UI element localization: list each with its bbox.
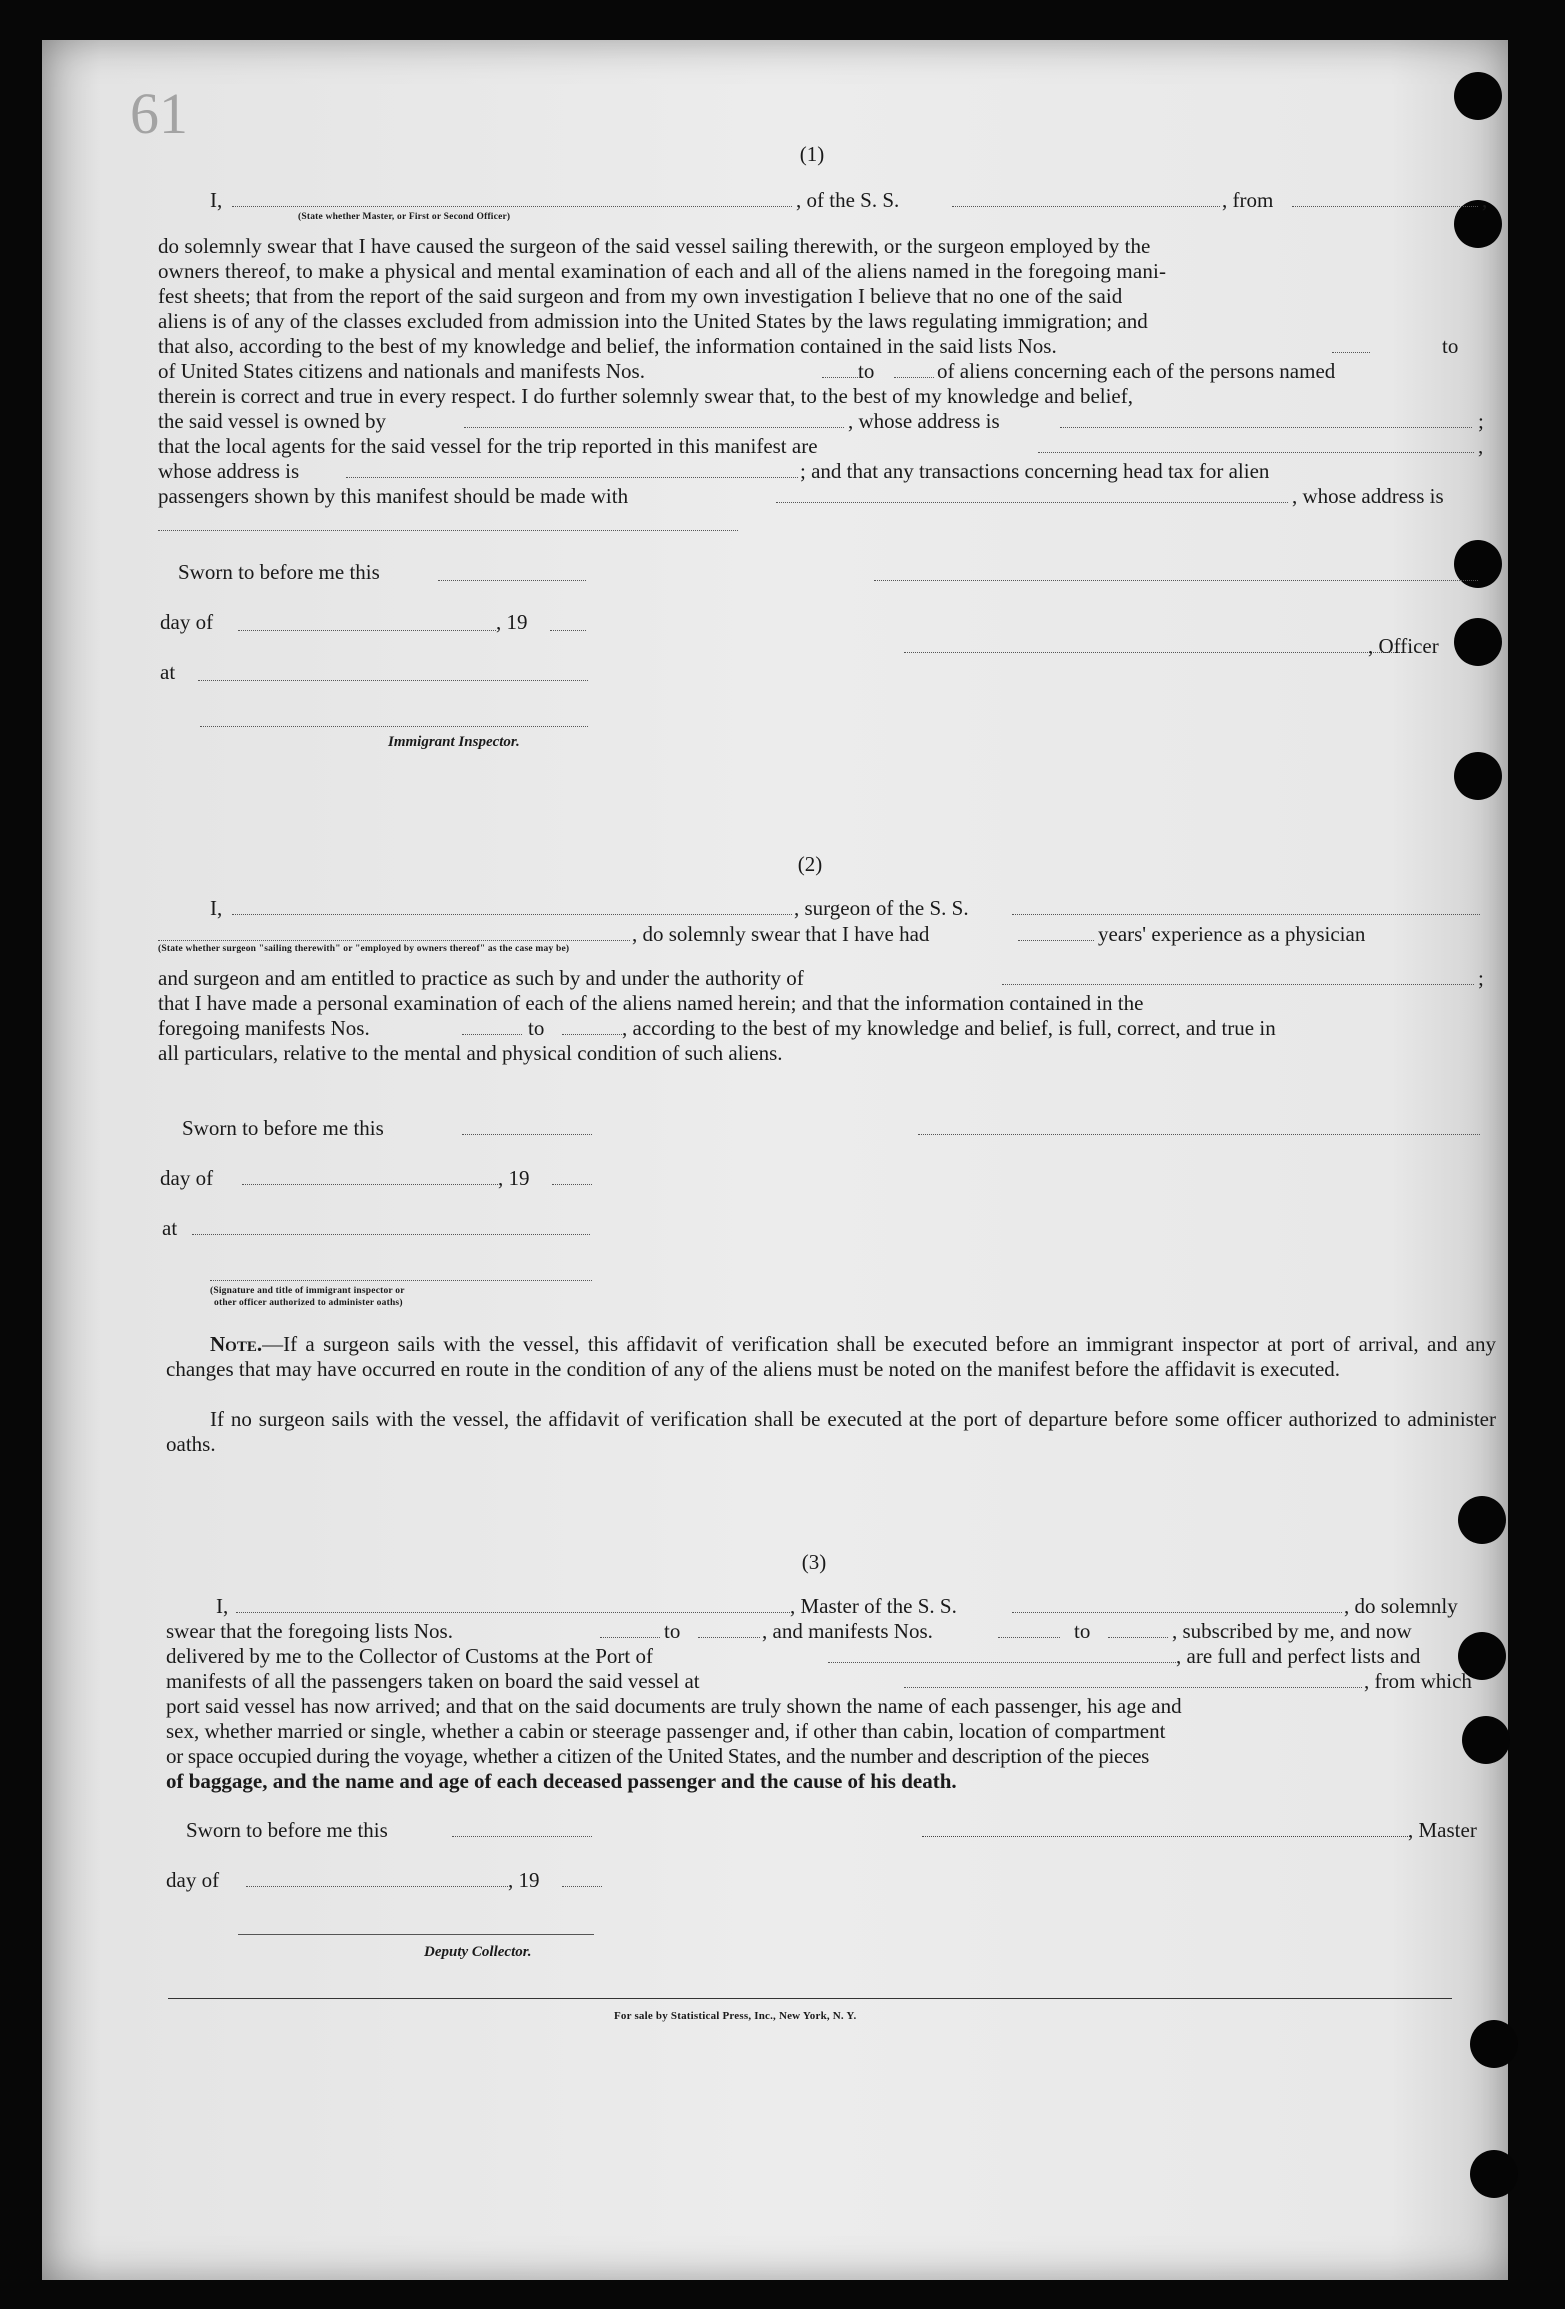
s1-of-ss-label: , of the S. S.: [796, 188, 900, 212]
s3-line3-b: , are full and perfect lists and: [1176, 1644, 1421, 1668]
s2-body-line: all particulars, relative to the mental and physical condition of such aliens.: [158, 1041, 783, 1065]
s2-sworn-date-field[interactable]: [462, 1134, 592, 1135]
s3-body-line: of baggage, and the name and age of each deceased passenger and the cause of his death.: [166, 1769, 957, 1793]
s1-semicolon: ;: [1478, 409, 1484, 433]
s2-note-2: If no surgeon sails with the vessel, the affidavit of verification shall be executed at the port of departure before some officer authorized to administer oaths.: [166, 1407, 1496, 1456]
s2-note-text: —If a surgeon sails with the vessel, this affidavit of verification shall be executed before an immigrant inspector at port of arrival, and any changes that may have occurred en route in the condition of any of the aliens must be noted on the manifest before the affidavit is executed.: [166, 1332, 1496, 1381]
s2-surgeon-of-label: , surgeon of the S. S.: [794, 896, 969, 920]
corner-page-mark: 61: [130, 81, 188, 146]
s1-inspector-signature-field[interactable]: [200, 726, 588, 727]
s1-at-field[interactable]: [198, 680, 588, 681]
s2-manifests-from-field[interactable]: [462, 1034, 522, 1035]
s2-day-of-label: day of: [160, 1166, 214, 1190]
s1-inspector-label: Immigrant Inspector.: [388, 734, 520, 750]
s2-sworn-label: Sworn to before me this: [182, 1116, 384, 1140]
s3-solemnly-label: , do solemnly: [1344, 1594, 1458, 1618]
s1-transactions-address-field[interactable]: [158, 530, 738, 531]
s3-ship-name-field[interactable]: [1012, 1612, 1342, 1613]
s3-line1-prefix: I,: [216, 1594, 229, 1618]
s1-comma: ,: [1478, 434, 1484, 458]
s1-sworn-date-field[interactable]: [438, 580, 586, 581]
s1-at-label: at: [160, 660, 176, 684]
s3-deputy-signature-field[interactable]: [238, 1934, 594, 1935]
s3-manifests-to-field[interactable]: [1108, 1637, 1168, 1638]
s1-agents-field[interactable]: [1038, 452, 1474, 453]
s2-at-label: at: [162, 1216, 178, 1240]
s2-sig-hint-2: other officer authorized to administer oaths): [214, 1298, 403, 1308]
s3-boarding-port-field[interactable]: [904, 1687, 1362, 1688]
s2-surgeon-hint: (State whether surgeon "sailing therewith" or "employed by owners thereof" as the case may be): [158, 944, 570, 954]
punch-hole: [1462, 1716, 1510, 1764]
s1-aliens-named: of aliens concerning each of the persons named: [937, 359, 1336, 383]
s1-day-of-field[interactable]: [238, 630, 496, 631]
section-3-heading: (3): [801, 1550, 827, 1574]
s1-body-line: fest sheets; that from the report of the said surgeon and from my own investigation I believe that no one of the said: [158, 284, 1123, 308]
s1-year-field[interactable]: [550, 630, 586, 631]
s1-nineteen: , 19: [496, 610, 528, 634]
s3-day-of-label: day of: [166, 1868, 220, 1892]
s1-from-label: , from: [1222, 188, 1274, 212]
s2-body-line: foregoing manifests Nos.: [158, 1016, 370, 1040]
s3-to-label-2: to: [1074, 1619, 1091, 1643]
s1-body-line: owners thereof, to make a physical and mental examination of each and all of the aliens named in the foregoing mani-: [158, 259, 1167, 283]
s3-line2-b: , and manifests Nos.: [762, 1619, 933, 1643]
s1-body-line: that the local agents for the said vessel for the trip reported in this manifest are: [158, 434, 818, 458]
s1-officer-name-field[interactable]: [232, 206, 792, 207]
s2-solemnly-label: , do solemnly swear that I have had: [632, 922, 930, 946]
s2-body-line: , according to the best of my knowledge and belief, is full, correct, and true in: [622, 1016, 1276, 1040]
s2-years-label: years' experience as a physician: [1098, 922, 1366, 946]
s2-semicolon: ;: [1478, 966, 1484, 990]
s2-body-line: and surgeon and am entitled to practice as such by and under the authority of: [158, 966, 804, 990]
s2-ship-name-field[interactable]: [1012, 914, 1480, 915]
s3-nineteen: , 19: [508, 1868, 540, 1892]
section-1-heading: (1): [799, 142, 825, 166]
s1-from-port-field[interactable]: [1292, 206, 1478, 207]
s3-master-name-field[interactable]: [236, 1612, 790, 1613]
footer-divider: [168, 1998, 1452, 1999]
s2-official-signature-field[interactable]: [210, 1280, 592, 1281]
s3-sworn-label: Sworn to before me this: [186, 1818, 388, 1842]
s3-manifests-from-field[interactable]: [998, 1637, 1060, 1638]
punch-hole: [1470, 2020, 1518, 2068]
s1-to-label: to: [1442, 334, 1459, 358]
s2-body-line: that I have made a personal examination of each of the aliens named herein; and that the information contained in the: [158, 991, 1144, 1015]
s2-line1-prefix: I,: [210, 896, 223, 920]
s1-body-line: whose address is: [158, 459, 300, 483]
s1-whose-address-end: , whose address is: [1292, 484, 1444, 508]
s2-signature-field[interactable]: [918, 1134, 1480, 1135]
punch-hole: [1454, 618, 1502, 666]
s2-to-label: to: [528, 1016, 545, 1040]
s2-sig-hint-1: (Signature and title of immigrant inspector or: [210, 1286, 405, 1296]
form-sheet: [42, 40, 1508, 2280]
s2-years-field[interactable]: [1018, 940, 1094, 941]
s1-signature-field[interactable]: [874, 580, 1478, 581]
s3-master-signature-field[interactable]: [922, 1836, 1410, 1837]
s2-day-of-field[interactable]: [242, 1184, 498, 1185]
punch-hole: [1454, 200, 1502, 248]
punch-hole: [1454, 752, 1502, 800]
section-2-heading: (2): [797, 852, 823, 876]
s2-authority-field[interactable]: [1002, 984, 1474, 985]
s3-line2-a: swear that the foregoing lists Nos.: [166, 1619, 453, 1643]
s1-officer-signature-field[interactable]: [904, 652, 1404, 653]
s3-lists-from-field[interactable]: [600, 1637, 660, 1638]
s1-owner-address-field[interactable]: [1060, 427, 1472, 428]
footer-publisher: For sale by Statistical Press, Inc., New York, N. Y.: [614, 2010, 857, 2022]
s1-ship-name-field[interactable]: [952, 206, 1220, 207]
s2-manifests-to-field[interactable]: [562, 1034, 622, 1035]
s2-at-field[interactable]: [192, 1234, 590, 1235]
s1-body-line: aliens is of any of the classes excluded from admission into the United States by the laws regulating immigration; and: [158, 309, 1148, 333]
s3-lists-to-field[interactable]: [698, 1637, 760, 1638]
s3-body-line: or space occupied during the voyage, whether a citizen of the United States, and the number and description of the pieces: [166, 1744, 1150, 1768]
s1-body-line: the said vessel is owned by: [158, 409, 387, 433]
s3-year-field[interactable]: [562, 1886, 602, 1887]
s3-body-line: sex, whether married or single, whether a cabin or steerage passenger and, if other than cabin, location of compartment: [166, 1719, 1166, 1743]
punch-hole: [1470, 2150, 1518, 2198]
s1-line1-prefix: I,: [210, 188, 223, 212]
s3-line2-c: , subscribed by me, and now: [1172, 1619, 1412, 1643]
s3-line4-b: , from which: [1364, 1669, 1472, 1693]
s1-body-line: of United States citizens and nationals and manifests Nos.: [158, 359, 645, 383]
s2-year-field[interactable]: [552, 1184, 592, 1185]
s1-day-of-label: day of: [160, 610, 214, 634]
s1-manifests-to-field[interactable]: [894, 377, 934, 378]
s1-to-label: to: [858, 359, 875, 383]
s1-lists-to-field[interactable]: [822, 377, 862, 378]
s3-day-of-field[interactable]: [246, 1886, 508, 1887]
s3-port-field[interactable]: [828, 1662, 1176, 1663]
s1-officer-hint: (State whether Master, or First or Second Officer): [298, 212, 511, 222]
s1-agents-address-field[interactable]: [346, 477, 798, 478]
s1-officer-label: , Officer: [1368, 634, 1439, 658]
s3-master-label: , Master: [1408, 1818, 1477, 1842]
s1-body-line: therein is correct and true in every respect. I do further solemnly swear that, to the best of my knowledge and belief,: [158, 384, 1133, 408]
s3-line4-a: manifests of all the passengers taken on board the said vessel at: [166, 1669, 700, 1693]
s2-surgeon-type-field[interactable]: [158, 940, 630, 941]
s3-body-line: port said vessel has now arrived; and that on the said documents are truly shown the name of each passenger, his age and: [166, 1694, 1182, 1718]
s2-note-1: [166, 1332, 1496, 1382]
s1-whose-address: , whose address is: [848, 409, 1000, 433]
s3-deputy-label: Deputy Collector.: [424, 1944, 532, 1960]
s3-to-label: to: [664, 1619, 681, 1643]
punch-hole: [1454, 72, 1502, 120]
s1-sworn-label: Sworn to before me this: [178, 560, 380, 584]
s2-surgeon-name-field[interactable]: [232, 914, 792, 915]
s2-note-label: Note.: [210, 1332, 263, 1356]
s3-sworn-date-field[interactable]: [452, 1836, 592, 1837]
s1-owner-field[interactable]: [464, 427, 844, 428]
s1-body-line: that also, according to the best of my knowledge and belief, the information contained in the said lists Nos.: [158, 334, 1057, 358]
s1-body-line: passengers shown by this manifest should be made with: [158, 484, 629, 508]
s1-head-tax: ; and that any transactions concerning head tax for alien: [800, 459, 1270, 483]
s3-master-of-label: , Master of the S. S.: [790, 1594, 957, 1618]
punch-hole: [1458, 1496, 1506, 1544]
s2-nineteen: , 19: [498, 1166, 530, 1190]
s3-line3-a: delivered by me to the Collector of Customs at the Port of: [166, 1644, 653, 1668]
s1-line1-end: ,: [1482, 188, 1488, 212]
s1-lists-from-field[interactable]: [1332, 352, 1370, 353]
s1-transactions-field[interactable]: [776, 502, 1288, 503]
s1-body-line: do solemnly swear that I have caused the surgeon of the said vessel sailing therewith, or the surgeon employed by the: [158, 234, 1151, 258]
